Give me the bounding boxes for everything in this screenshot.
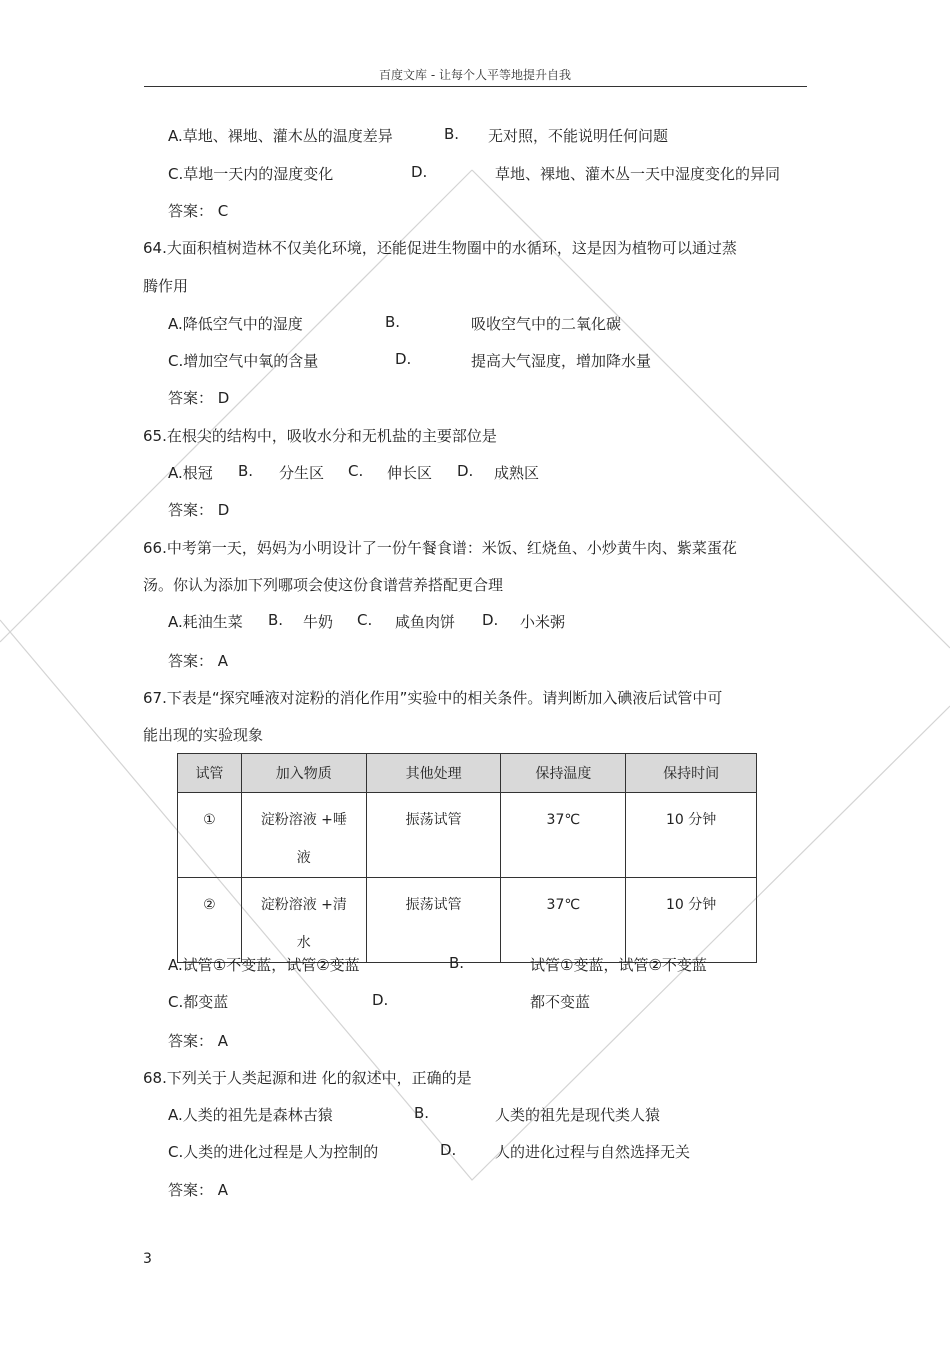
table-cell: 37℃ — [501, 878, 626, 963]
option-d: 人的进化过程与自然选择无关 — [495, 1143, 691, 1161]
option-b-letter: B. — [444, 125, 460, 143]
option-b: 无对照，不能说明任何问题 — [488, 127, 669, 145]
answer: 答案： A — [168, 652, 229, 670]
answer: 答案： A — [168, 1181, 229, 1199]
option-b-letter: B. — [385, 313, 401, 331]
option-c-letter: C. — [348, 462, 364, 480]
answer: 答案： C — [168, 202, 229, 220]
option-d: 成熟区 — [494, 464, 540, 482]
option-b: 牛奶 — [303, 613, 334, 631]
option-d-letter: D. — [440, 1141, 457, 1159]
option-d: 都不变蓝 — [530, 993, 591, 1011]
table-cell: 淀粉溶液 +清水 — [241, 878, 366, 963]
option-d-letter: D. — [395, 350, 412, 368]
option-b: 吸收空气中的二氧化碳 — [471, 315, 622, 333]
option-b: 人类的祖先是现代类人猿 — [495, 1106, 661, 1124]
option-c: 咸鱼肉饼 — [395, 613, 456, 631]
option-b-letter: B. — [238, 462, 254, 480]
table-cell: 37℃ — [501, 793, 626, 878]
table-cell: 10 分钟 — [626, 793, 757, 878]
option-a: A.降低空气中的湿度 — [168, 315, 303, 333]
question-66: 66.中考第一天，妈妈为小明设计了一份午餐食谱：米饭、红烧鱼、小炒黄牛肉、紫菜蛋花 — [143, 539, 737, 557]
table-cell: 淀粉溶液 +唾液 — [241, 793, 366, 878]
header-cell: 保持时间 — [626, 754, 757, 793]
page-number: 3 — [143, 1251, 152, 1267]
experiment-table — [177, 753, 757, 963]
answer: 答案： D — [168, 501, 230, 519]
option-b-letter: B. — [414, 1104, 430, 1122]
table-row — [178, 793, 757, 878]
question-66-cont: 汤。你认为添加下列哪项会使这份食谱营养搭配更合理 — [143, 576, 504, 594]
question-65: 65.在根尖的结构中，吸收水分和无机盐的主要部位是 — [143, 427, 497, 445]
option-d-letter: D. — [482, 611, 499, 629]
header-cell: 保持温度 — [501, 754, 626, 793]
option-d-letter: D. — [372, 991, 389, 1009]
question-67-cont: 能出现的实验现象 — [143, 726, 264, 744]
option-c: C.增加空气中氧的含量 — [168, 352, 319, 370]
option-a: A.耗油生菜 — [168, 613, 243, 631]
option-c-letter: C. — [357, 611, 373, 629]
header-divider — [144, 86, 807, 87]
option-a: A.草地、裸地、灌木丛的温度差异 — [168, 127, 393, 145]
option-b-letter: B. — [449, 954, 465, 972]
option-c: C.草地一天内的湿度变化 — [168, 165, 334, 183]
table-cell: ② — [178, 878, 242, 963]
option-a: A.人类的祖先是森林古猿 — [168, 1106, 333, 1124]
option-d: 提高大气湿度，增加降水量 — [471, 352, 652, 370]
table-cell: 振荡试管 — [366, 878, 501, 963]
question-64: 64.大面积植树造林不仅美化环境，还能促进生物圈中的水循环，这是因为植物可以通过蒸 — [143, 239, 737, 257]
option-b: 分生区 — [279, 464, 325, 482]
option-b-letter: B. — [268, 611, 284, 629]
option-d-letter: D. — [411, 163, 428, 181]
page-header: 百度文库 - 让每个人平等地提升自我 — [379, 68, 571, 82]
table-cell: 10 分钟 — [626, 878, 757, 963]
option-d: 小米粥 — [520, 613, 566, 631]
option-c: 伸长区 — [387, 464, 433, 482]
option-c: C.都变蓝 — [168, 993, 229, 1011]
answer: 答案： A — [168, 1032, 229, 1050]
table-cell: ① — [178, 793, 242, 878]
table-cell: 振荡试管 — [366, 793, 501, 878]
table-header-row — [178, 754, 757, 793]
option-b: 试管①变蓝，试管②不变蓝 — [530, 956, 707, 974]
header-cell: 其他处理 — [366, 754, 501, 793]
option-a: A.根冠 — [168, 464, 213, 482]
question-68: 68.下列关于人类起源和进 化的叙述中，正确的是 — [143, 1069, 472, 1087]
option-c: C.人类的进化过程是人为控制的 — [168, 1143, 379, 1161]
question-64-cont: 腾作用 — [143, 277, 189, 295]
option-d: 草地、裸地、灌木丛一天中湿度变化的异同 — [495, 165, 781, 183]
option-d-letter: D. — [457, 462, 474, 480]
header-cell: 加入物质 — [241, 754, 366, 793]
header-cell: 试管 — [178, 754, 242, 793]
answer: 答案： D — [168, 389, 230, 407]
option-a: A.试管①不变蓝，试管②变蓝 — [168, 956, 360, 974]
table-row — [178, 878, 757, 963]
question-67: 67.下表是“探究唾液对淀粉的消化作用”实验中的相关条件。请判断加入碘液后试管中可 — [143, 689, 723, 707]
